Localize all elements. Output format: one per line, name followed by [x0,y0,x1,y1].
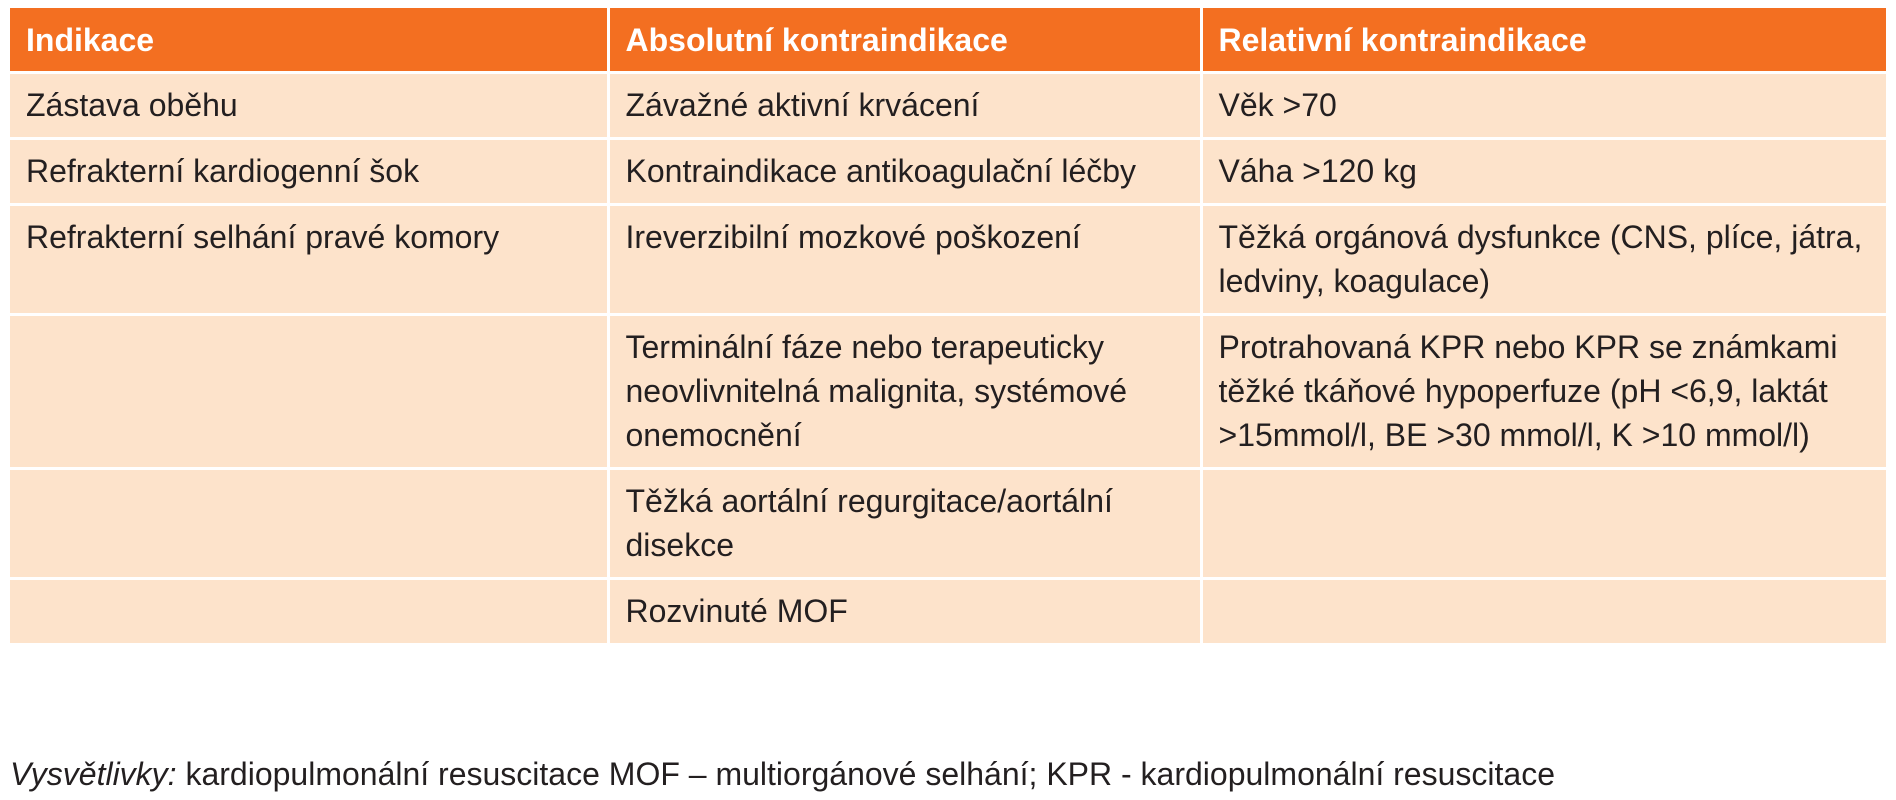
table-row [10,73,1886,139]
header-indikace: Indikace [10,8,608,73]
cell-absolutni: Ireverzibilní mozkové poškození [608,205,1201,315]
cell-absolutni: Závažné aktivní krvácení [608,73,1201,139]
indications-table [10,8,1886,643]
cell-absolutni: Těžká aortální regurgitace/aortální disekce [608,469,1201,579]
cell-absolutni: Rozvinuté MOF [608,579,1201,644]
footnote-label: Vysvětlivky: [10,756,177,792]
table-row [10,579,1886,644]
table-row [10,205,1886,315]
cell-indikace [10,315,608,469]
cell-relativni: Váha >120 kg [1201,139,1886,205]
cell-indikace: Refrakterní selhání pravé komory [10,205,608,315]
cell-relativni [1201,579,1886,644]
cell-indikace [10,469,608,579]
footnote-text: kardiopulmonální resuscitace MOF – multiorgánové selhání; KPR - kardiopulmonální resuscitace [176,756,1555,792]
table-row [10,315,1886,469]
table-row [10,139,1886,205]
table-footnote [10,754,1555,794]
table-header-row [10,8,1886,73]
cell-relativni: Protrahovaná KPR nebo KPR se známkami těžké tkáňové hypoperfuze (pH <6,9, laktát >15mmol/l, BE >30 mmol/l, K >10 mmol/l) [1201,315,1886,469]
header-absolutni-kontraindikace: Absolutní kontraindikace [608,8,1201,73]
document [10,8,1886,792]
cell-indikace: Zástava oběhu [10,73,608,139]
header-relativni-kontraindikace: Relativní kontraindikace [1201,8,1886,73]
cell-relativni: Těžká orgánová dysfunkce (CNS, plíce, játra, ledviny, koagulace) [1201,205,1886,315]
cell-relativni [1201,469,1886,579]
cell-indikace [10,579,608,644]
table-row [10,469,1886,579]
cell-absolutni: Terminální fáze nebo terapeuticky neovlivnitelná malignita, systémové onemocnění [608,315,1201,469]
cell-relativni: Věk >70 [1201,73,1886,139]
cell-indikace: Refrakterní kardiogenní šok [10,139,608,205]
cell-absolutni: Kontraindikace antikoagulační léčby [608,139,1201,205]
